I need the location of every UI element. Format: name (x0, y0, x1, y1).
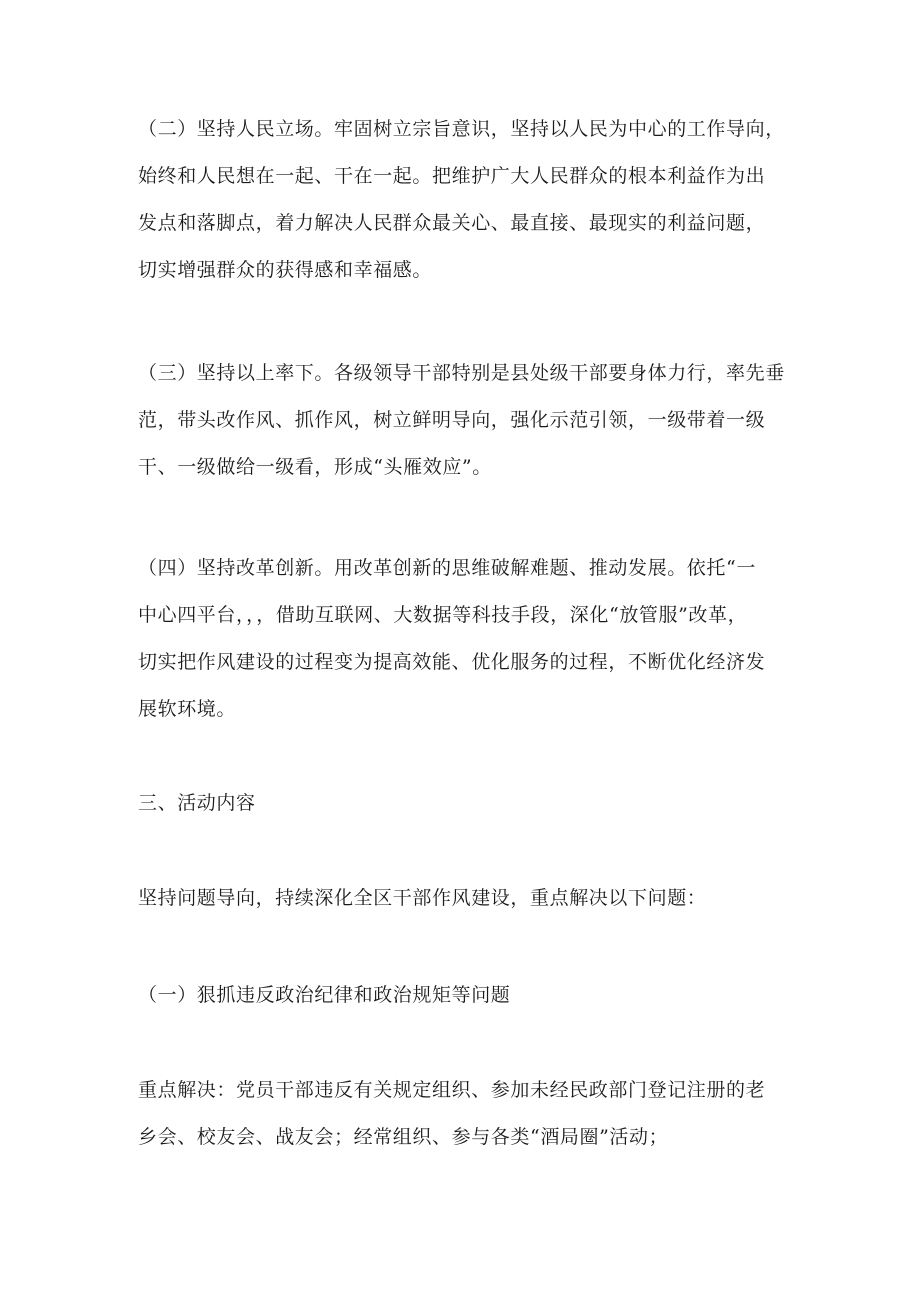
paragraph-line: 切实增强群众的获得感和幸福感。 (138, 259, 433, 281)
paragraph-line: 中心四平台，，，借助互联网、大数据等科技手段，深化“放管服”改革， (138, 604, 748, 626)
paragraph-line: 发点和落脚点，着力解决人民群众最关心、最直接、最现实的利益问题， (138, 212, 766, 234)
subheading-political-discipline (138, 972, 798, 1019)
section-heading-activity-content (138, 780, 798, 827)
paragraph-line: 展软环境。 (138, 698, 237, 720)
paragraph-line: 乡会、校友会、战友会；经常组织、参与各类“酒局圈”活动； (138, 1126, 669, 1148)
paragraph-line: 始终和人民想在一起、干在一起。把维护广大人民群众的根本利益作为出 (138, 165, 766, 187)
paragraph-line: 干、一级做给一级看，形成“头雁效应”。 (138, 456, 492, 478)
paragraph-reform-innovation (138, 545, 798, 733)
paragraph-line: 切实把作风建设的过程变为提高效能、优化服务的过程，不断优化经济发 (138, 651, 766, 673)
paragraph-line: （二）坚持人民立场。牢固树立宗旨意识，坚持以人民为中心的工作导向， (138, 118, 785, 140)
paragraph-line: （三）坚持以上率下。各级领导干部特别是县处级干部要身体力行，率先垂 (138, 362, 785, 384)
paragraph-lead-by-example (138, 350, 798, 491)
paragraph-problem-oriented (138, 875, 798, 922)
paragraph-line: 坚持问题导向，持续深化全区干部作风建设，重点解决以下问题： (138, 887, 707, 909)
paragraph-line: （四）坚持改革创新。用改革创新的思维破解难题、推动发展。依托“一 (138, 557, 756, 579)
section-heading: 三、活动内容 (138, 792, 256, 814)
paragraph-adhere-people-stance (138, 106, 798, 294)
subheading: （一）狠抓违反政治纪律和政治规矩等问题 (138, 984, 511, 1006)
paragraph-line: 重点解决：党员干部违反有关规定组织、参加未经民政部门登记注册的老 (138, 1079, 766, 1101)
paragraph-key-solutions (138, 1067, 798, 1161)
paragraph-line: 范，带头改作风、抓作风，树立鲜明导向，强化示范引领，一级带着一级 (138, 409, 766, 431)
